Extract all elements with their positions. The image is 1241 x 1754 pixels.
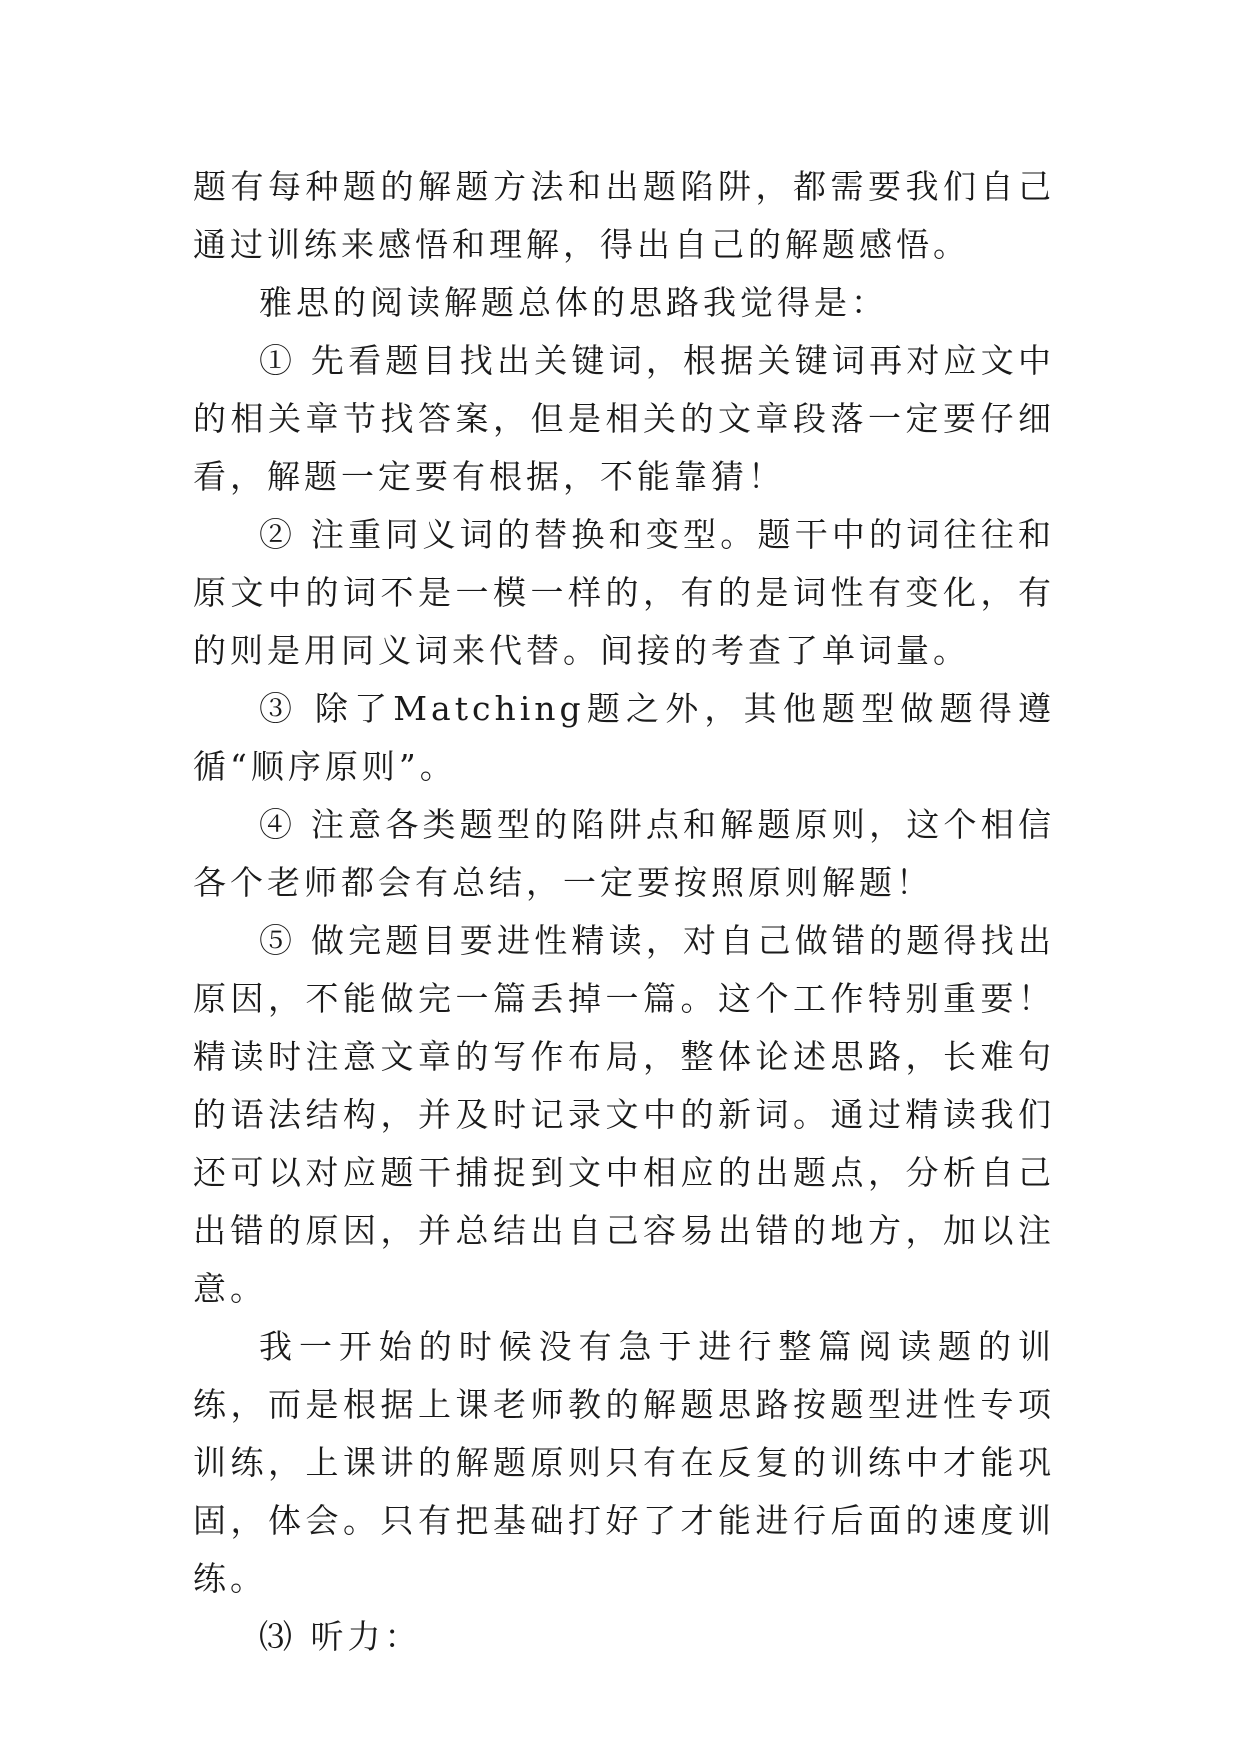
section-heading-listening: ⑶ 听力： bbox=[259, 1617, 422, 1656]
paragraph-2: 雅思的阅读解题总体的思路我觉得是： bbox=[259, 283, 888, 322]
paragraph-7: ⑤ 做完题目要进性精读，对自己做错的题得找出原因，不能做完一篇丢掉一篇。这个工作特别重要！精读时注意文章的写作布局，整体论述思路，长难句的语法结构，并及时记录文中的新词。通过精读我们还可以对应题干捕捉到文中相应的出题点，分析自己出错的原因，并总结出自己容易出错的地方，加以注意。 bbox=[193, 921, 1055, 1308]
body-text bbox=[193, 158, 1055, 1666]
paragraph-3: ① 先看题目找出关键词，根据关键词再对应文中的相关章节找答案，但是相关的文章段落一定要仔细看，解题一定要有根据，不能靠猜！ bbox=[193, 341, 1055, 496]
paragraph-8: 我一开始的时候没有急于进行整篇阅读题的训练，而是根据上课老师教的解题思路按题型进性专项训练，上课讲的解题原则只有在反复的训练中才能巩固，体会。只有把基础打好了才能进行后面的速度训练。 bbox=[193, 1327, 1055, 1598]
paragraph-5: ③ 除了Matching题之外，其他题型做题得遵循“顺序原则”。 bbox=[193, 689, 1055, 786]
paragraph-4: ② 注重同义词的替换和变型。题干中的词往往和原文中的词不是一模一样的，有的是词性有变化，有的则是用同义词来代替。间接的考查了单词量。 bbox=[193, 515, 1055, 670]
paragraph-6: ④ 注意各类题型的陷阱点和解题原则，这个相信各个老师都会有总结，一定要按照原则解题！ bbox=[193, 805, 1055, 902]
paragraph-1: 题有每种题的解题方法和出题陷阱，都需要我们自己通过训练来感悟和理解，得出自己的解题感悟。 bbox=[193, 167, 1055, 264]
